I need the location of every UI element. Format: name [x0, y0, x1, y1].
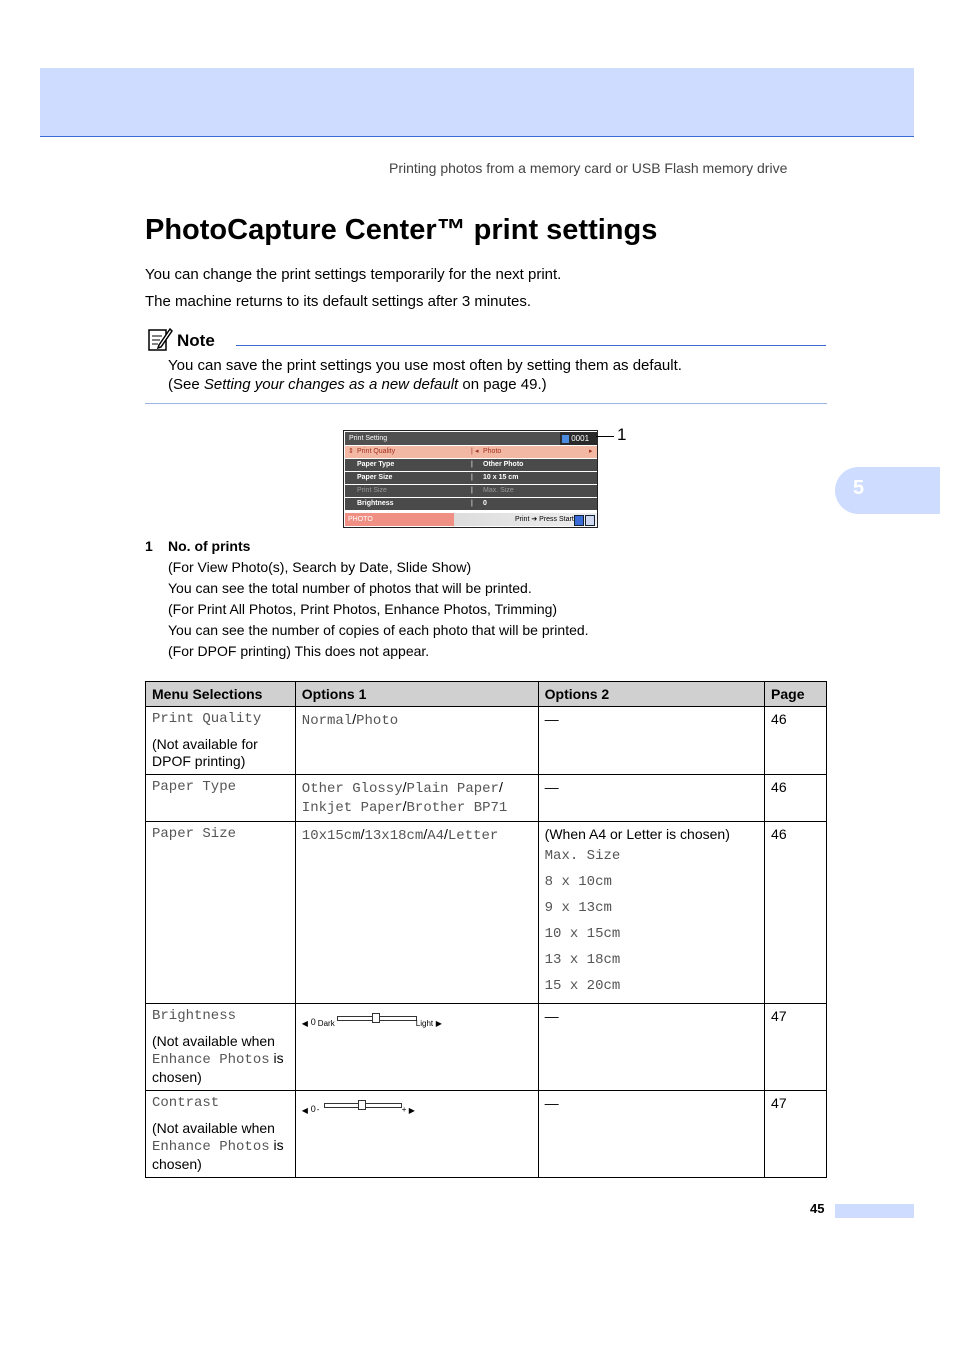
note-pencil-icon	[147, 326, 173, 352]
options2-cell: —	[538, 1091, 764, 1178]
options2-cell: —	[538, 1004, 764, 1091]
options1-cell: Normal/Photo	[295, 707, 538, 775]
menu-brightness: Brightness	[152, 1008, 237, 1024]
page-down-icon	[574, 515, 584, 526]
settings-table	[145, 681, 827, 1178]
options2-cell	[538, 822, 764, 1004]
note-line-2: (See Setting your changes as a new default on page 49.)	[168, 376, 547, 393]
page-title: PhotoCapture Center™ print settings	[145, 214, 658, 246]
menu-paper-size: Paper Size	[152, 826, 237, 842]
slider-right-arrow-icon: ▶	[408, 1106, 415, 1115]
legend-line: (For View Photo(s), Search by Date, Slide Show)	[168, 559, 472, 575]
lcd-row-paper-size[interactable]: Paper Size | 10 x 15 cm	[345, 472, 597, 484]
chapter-number: 5	[853, 477, 865, 499]
header-page: Page	[765, 682, 827, 707]
menu-contrast: Contrast	[152, 1095, 220, 1111]
menu-paper-type: Paper Type	[152, 779, 237, 795]
legend-body	[168, 536, 589, 662]
lcd-row-brightness[interactable]: Brightness | 0	[345, 498, 597, 510]
note-link[interactable]: Setting your changes as a new default	[203, 376, 459, 393]
menu-cell	[146, 1091, 296, 1178]
intro-paragraph-1: You can change the print settings temporarily for the next print.	[145, 266, 562, 283]
left-arrow-icon: ◂	[475, 448, 479, 455]
callout-leader	[596, 436, 614, 437]
updown-arrow-icon: ⇕	[348, 448, 354, 455]
option-10x15: 10 x 15cm	[544, 926, 621, 942]
lcd-counter: 0001	[560, 432, 598, 445]
lcd-row-print-size[interactable]: Print Size | Max. Size	[345, 485, 597, 497]
page-cell: 46	[765, 707, 827, 775]
lcd-mode: PHOTO	[345, 513, 454, 526]
page-cell: 47	[765, 1004, 827, 1091]
option-13x18: 13 x 18cm	[544, 952, 621, 968]
lcd-title: Print Setting	[345, 432, 564, 445]
slider-right-arrow-icon: ▶	[435, 1019, 442, 1028]
menu-cell	[146, 707, 296, 775]
note-divider	[236, 345, 826, 346]
legend-number: 1	[145, 538, 153, 554]
option-max-size: Max. Size	[544, 848, 621, 864]
slider-thumb[interactable]	[372, 1013, 380, 1023]
legend-line: (For Print All Photos, Print Photos, Enhance Photos, Trimming)	[168, 601, 558, 617]
table-header-row	[146, 682, 827, 707]
callout-number: 1	[617, 425, 627, 444]
table-row	[146, 1091, 827, 1178]
menu-print-quality: Print Quality	[152, 711, 262, 727]
header-options-2: Options 2	[538, 682, 764, 707]
slider-left-arrow-icon: ◀	[301, 1106, 308, 1115]
footer-bar	[835, 1204, 914, 1218]
contrast-slider: ◀ 0 - + ▶	[302, 1095, 532, 1117]
note-text	[168, 356, 682, 394]
menu-note: (Not available when Enhance Photos is chosen)	[152, 1033, 284, 1085]
options1-cell: Other Glossy/Plain Paper/ Inkjet Paper/Brother BP71	[295, 775, 538, 822]
note-bottom-rule	[145, 403, 827, 404]
page-cell: 47	[765, 1091, 827, 1178]
table-row	[146, 822, 827, 1004]
option-8x10: 8 x 10cm	[544, 874, 612, 890]
slider-thumb[interactable]	[358, 1100, 366, 1110]
options2-cell: —	[538, 707, 764, 775]
options2-note: (When A4 or Letter is chosen)	[544, 826, 730, 842]
menu-cell	[146, 775, 296, 822]
lcd-row-print-quality[interactable]: ⇕ Print Quality | ◂ Photo ▸	[345, 446, 597, 458]
options1-cell	[295, 1091, 538, 1178]
table-row	[146, 775, 827, 822]
menu-cell	[146, 1004, 296, 1091]
options1-cell: 10x15cm/13x18cm/A4/Letter	[295, 822, 538, 1004]
lcd-row-paper-type[interactable]: Paper Type | Other Photo	[345, 459, 597, 471]
lcd-screen	[343, 430, 598, 528]
option-9x13: 9 x 13cm	[544, 900, 612, 916]
menu-note: (Not available when Enhance Photos is chosen)	[152, 1120, 284, 1172]
table-row	[146, 707, 827, 775]
running-header: Printing photos from a memory card or USB Flash memory drive	[389, 160, 788, 176]
page-cell: 46	[765, 775, 827, 822]
note-label: Note	[177, 331, 215, 350]
menu-note: (Not available for DPOF printing)	[152, 736, 258, 769]
slider-left-arrow-icon: ◀	[301, 1019, 308, 1028]
table-row	[146, 1004, 827, 1091]
intro-paragraph-2: The machine returns to its default settings after 3 minutes.	[145, 293, 532, 310]
header-options-1: Options 1	[295, 682, 538, 707]
menu-cell	[146, 822, 296, 1004]
right-arrow-icon: ▸	[589, 448, 593, 455]
print-icon	[562, 435, 569, 443]
option-15x20: 15 x 20cm	[544, 978, 621, 994]
options1-cell	[295, 1004, 538, 1091]
options2-cell: —	[538, 775, 764, 822]
note-line-1: You can save the print settings you use most often by setting them as default.	[168, 357, 682, 374]
chapter-tab	[835, 467, 940, 514]
page-number: 45	[810, 1201, 825, 1216]
legend-title: No. of prints	[168, 538, 251, 554]
brightness-slider: ◀ 0 Dark Light ▶	[302, 1008, 532, 1030]
legend-line: (For DPOF printing) This does not appear.	[168, 643, 430, 659]
page-up-icon	[585, 515, 595, 526]
lcd-footer: Print ➔ Press Start	[454, 513, 597, 526]
page-cell: 46	[765, 822, 827, 1004]
legend-line: You can see the number of copies of each photo that will be printed.	[168, 622, 589, 638]
legend-line: You can see the total number of photos that will be printed.	[168, 580, 532, 596]
header-menu-selections: Menu Selections	[146, 682, 296, 707]
header-band	[40, 68, 914, 137]
